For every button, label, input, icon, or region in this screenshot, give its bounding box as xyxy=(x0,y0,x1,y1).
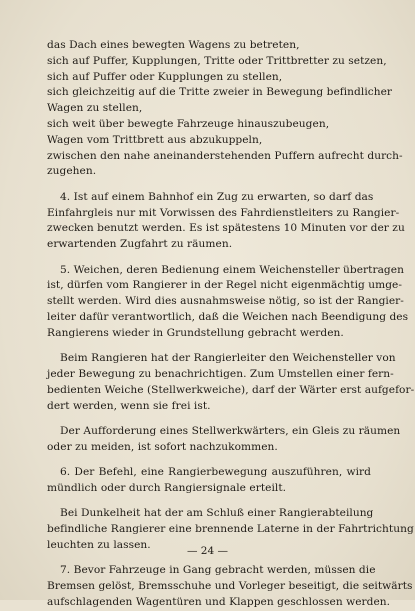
section-5-line: bedienten Weiche (Stellwerkweiche), darf der Wärter erst aufgefor- xyxy=(47,383,415,396)
text-line: sich gleichzeitig auf die Tritte zweier in Bewegung befindlicher xyxy=(47,86,393,99)
section-6-line: mündlich oder durch Rangiersignale erteilt. xyxy=(47,481,287,494)
section-5-line: stellt werden. Wird dies ausnahmsweise nötig, so ist der Rangier- xyxy=(47,295,404,308)
section-6-line: 6. Der Befehl, eine Rangierbewegung auszuführen, wird xyxy=(60,466,371,479)
section-5-line: Rangierens wieder in Grundstellung gebracht werden. xyxy=(47,326,344,339)
page-number: — 24 — xyxy=(186,545,229,557)
section-5-line: jeder Bewegung zu benachrichtigen. Zum Umstellen einer fern- xyxy=(47,367,394,380)
section-5-line: ist, dürfen vom Rangierer in der Regel nicht eigenmächtig umge- xyxy=(47,279,402,292)
text-line: Wagen vom Trittbrett aus abzukuppeln, xyxy=(47,133,263,146)
section-4-line: zwecken benutzt werden. Es ist spätestens 10 Minuten vor der zu xyxy=(47,222,405,235)
text-line: zugehen. xyxy=(47,165,97,178)
section-7-line: aufschlagenden Wagentüren und Klappen geschlossen werden. xyxy=(47,595,391,608)
section-5-line: oder zu meiden, ist sofort nachzukommen. xyxy=(47,440,278,453)
section-5-line: Der Aufforderung eines Stellwerkwärters, ein Gleis zu räumen xyxy=(60,424,401,437)
text-line: Wagen zu stellen, xyxy=(47,102,143,115)
text-line: sich auf Puffer, Kupplungen, Tritte oder Trittbretter zu setzen, xyxy=(47,54,387,67)
section-6-line: befindliche Rangierer eine brennende Laterne in der Fahrtrichtung xyxy=(47,523,414,536)
text-line: das Dach eines bewegten Wagens zu betreten, xyxy=(47,39,300,51)
section-5-line: 5. Weichen, deren Bedienung einem Weichensteller übertragen xyxy=(60,263,404,276)
text-line: zwischen den nahe aneinanderstehenden Puffern aufrecht durch- xyxy=(47,149,403,162)
section-5-line: leiter dafür verantwortlich, daß die Weichen nach Beendigung des xyxy=(47,310,409,323)
text-line: sich weit über bewegte Fahrzeuge hinauszubeugen, xyxy=(47,117,330,130)
section-6-line: Bei Dunkelheit hat der am Schluß einer Rangierabteilung xyxy=(60,507,374,520)
section-4-line: Einfahrgleis nur mit Vorwissen des Fahrdienstleiters zu Rangier- xyxy=(47,206,400,219)
section-6-line: leuchten zu lassen. xyxy=(47,538,151,551)
section-5-line: Beim Rangieren hat der Rangierleiter den Weichensteller von xyxy=(60,352,396,365)
section-5-line: dert werden, wenn sie frei ist. xyxy=(47,399,211,412)
section-7-line: 7. Bevor Fahrzeuge in Gang gebracht werden, müssen die xyxy=(60,564,376,577)
section-4-line: erwartenden Zugfahrt zu räumen. xyxy=(47,238,233,251)
section-4-line: 4. Ist auf einem Bahnhof ein Zug zu erwarten, so darf das xyxy=(60,190,374,203)
text-line: sich auf Puffer oder Kupplungen zu stellen, xyxy=(47,70,283,83)
section-7-line: Bremsen gelöst, Bremsschuhe und Vorleger beseitigt, die seitwärts xyxy=(47,580,413,593)
